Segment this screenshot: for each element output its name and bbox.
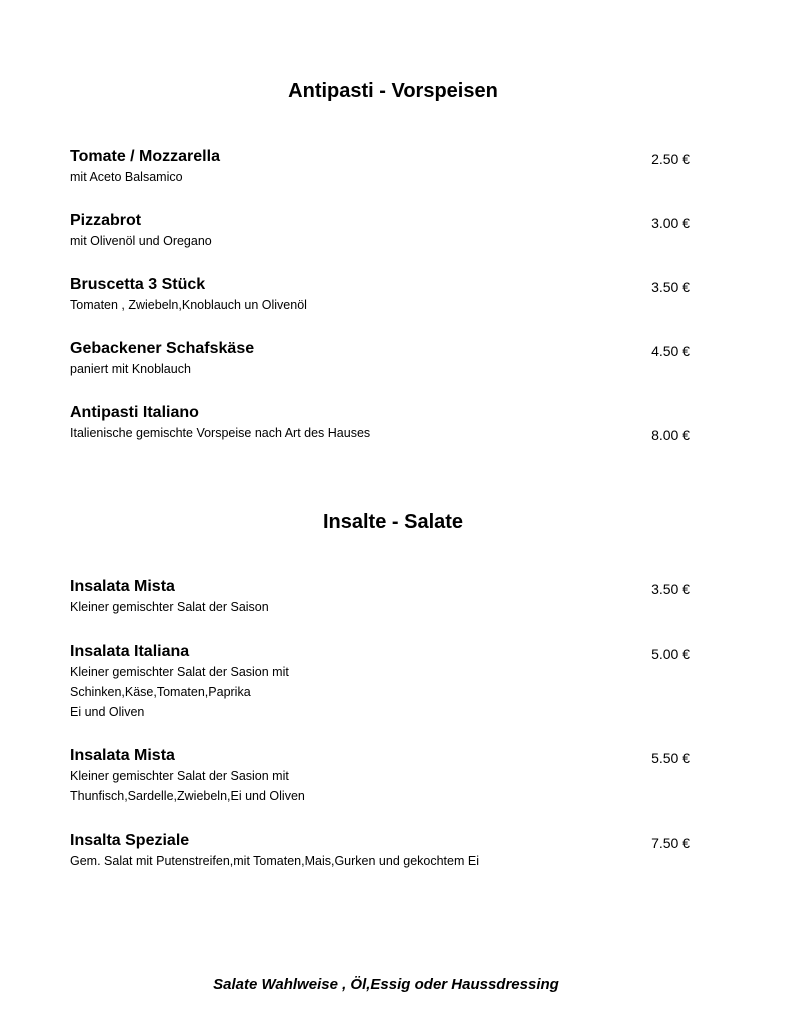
menu-item bbox=[70, 147, 690, 187]
item-description: Kleiner gemischter Salat der Saison bbox=[70, 600, 269, 614]
item-description: Kleiner gemischter Salat der Sasion mit bbox=[70, 665, 289, 679]
item-price: 3.50 € bbox=[651, 581, 690, 597]
item-name: Antipasti Italiano bbox=[70, 404, 199, 421]
item-name: Pizzabrot bbox=[70, 212, 142, 229]
item-price: 3.50 € bbox=[651, 279, 690, 295]
item-name: Insalata Mista bbox=[70, 578, 175, 595]
item-price: 5.00 € bbox=[651, 646, 690, 662]
item-price: 8.00 € bbox=[651, 427, 690, 443]
item-name: Insalta Speziale bbox=[70, 832, 190, 849]
menu-item bbox=[70, 211, 690, 251]
menu-item bbox=[70, 577, 690, 617]
item-description: Thunfisch,Sardelle,Zwiebeln,Ei und Oliven bbox=[70, 789, 305, 803]
item-price: 4.50 € bbox=[651, 343, 690, 359]
item-price: 7.50 € bbox=[651, 835, 690, 851]
item-description: Gem. Salat mit Putenstreifen,mit Tomaten,Mais,Gurken und gekochtem Ei bbox=[70, 854, 479, 868]
footer-note: Salate Wahlweise , Öl,Essig oder Haussdressing bbox=[213, 976, 559, 993]
menu-item bbox=[70, 275, 690, 315]
menu-item bbox=[70, 403, 690, 443]
item-description: Schinken,Käse,Tomaten,Paprika bbox=[70, 685, 251, 699]
item-price: 2.50 € bbox=[651, 151, 690, 167]
item-description: Italienische gemischte Vorspeise nach Art des Hauses bbox=[70, 426, 371, 440]
item-description: Kleiner gemischter Salat der Sasion mit bbox=[70, 769, 289, 783]
menu-item bbox=[70, 831, 690, 871]
section-title-antipasti: Antipasti - Vorspeisen bbox=[288, 80, 498, 102]
menu-item bbox=[70, 746, 690, 806]
item-name: Insalata Italiana bbox=[70, 643, 190, 660]
item-price: 3.00 € bbox=[651, 215, 690, 231]
item-name: Insalata Mista bbox=[70, 747, 175, 764]
item-name: Gebackener Schafskäse bbox=[70, 340, 255, 357]
menu-item bbox=[70, 339, 690, 379]
item-description: paniert mit Knoblauch bbox=[70, 362, 191, 376]
item-description: Tomaten , Zwiebeln,Knoblauch un Olivenöl bbox=[70, 298, 307, 312]
menu-item bbox=[70, 642, 690, 722]
item-name: Bruscetta 3 Stück bbox=[70, 276, 206, 293]
item-description: mit Aceto Balsamico bbox=[70, 170, 183, 184]
item-name: Tomate / Mozzarella bbox=[70, 148, 220, 165]
section-title-salate: Insalte - Salate bbox=[322, 511, 464, 533]
item-description: Ei und Oliven bbox=[70, 705, 145, 719]
item-price: 5.50 € bbox=[651, 750, 690, 766]
item-description: mit Olivenöl und Oregano bbox=[70, 234, 212, 248]
